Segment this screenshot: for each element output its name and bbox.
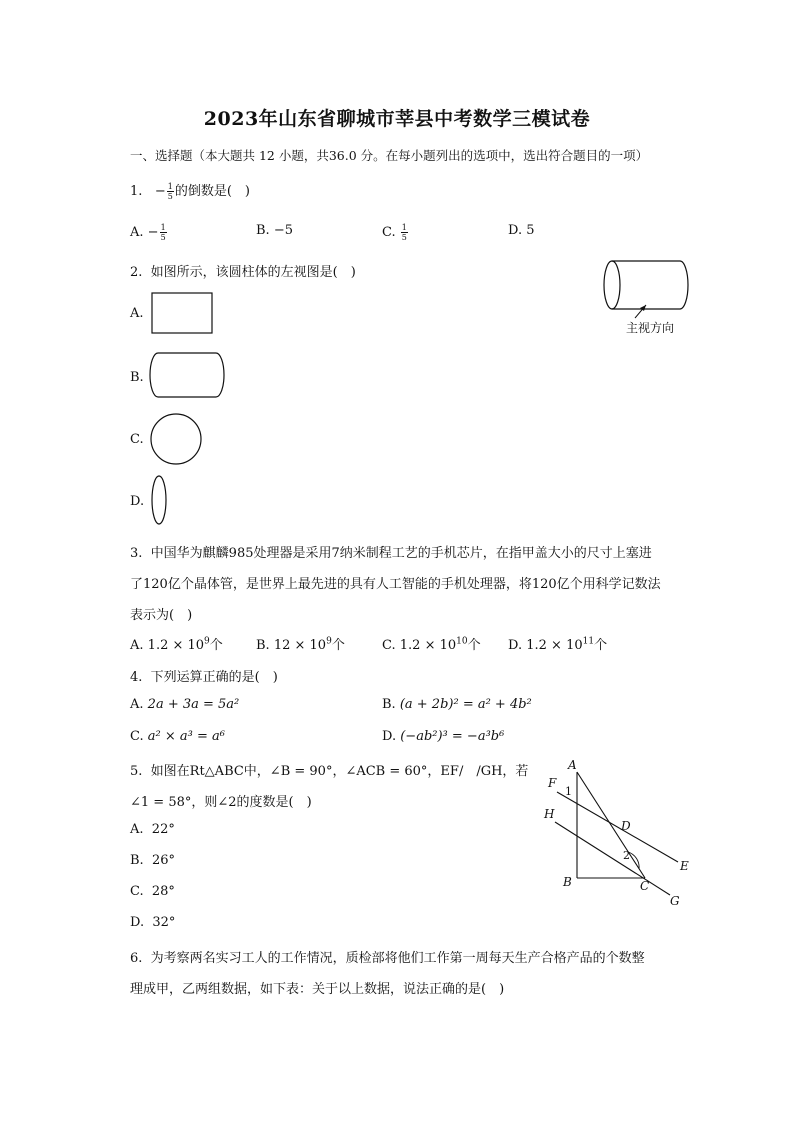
q3-option-a[interactable]: A. $1.2 \times 10^9$个 xyxy=(130,636,223,653)
q4-option-a[interactable]: A. 2a + 3a = 5a² xyxy=(130,697,240,712)
line-FE xyxy=(557,792,678,862)
question-text: 如图所示，该圆柱体的左视图是( ) xyxy=(150,265,356,280)
q2-option-d-label[interactable]: D. xyxy=(130,494,145,509)
figure-caption: 主视方向 xyxy=(626,321,675,335)
q4-option-d[interactable]: D. (−ab²)³ = −a³b⁶ xyxy=(382,729,505,744)
q3-option-c[interactable]: C. $1.2 \times 10^{10}$个 xyxy=(382,636,481,653)
question-text: 如图在Rt△ABC中，∠B = 90°，∠ACB = 60°，EF/ /GH，若 xyxy=(150,764,529,779)
q4-option-b[interactable]: B. (a + 2b)² = a² + 4b² xyxy=(382,697,532,712)
label-C: C xyxy=(640,879,650,893)
section-heading: 一、选择题（本大题共 12 小题，共36.0 分。在每小题列出的选项中，选出符合题目的一项） xyxy=(130,148,649,163)
line-HG xyxy=(555,822,670,895)
label-angle-2: 2 xyxy=(623,849,630,862)
question-text: 为考察两名实习工人的工作情况，质检部将他们工作第一周每天生产合格产品的个数整 xyxy=(150,951,645,966)
label-E: E xyxy=(680,859,689,873)
question-2 xyxy=(130,261,356,280)
q1-option-b[interactable]: B. −5 xyxy=(256,223,293,238)
question-6-line-2: 理成甲，乙两组数据，如下表：关于以上数据，说法正确的是( ) xyxy=(130,982,505,997)
q4-option-c[interactable]: C. a² × a³ = a⁶ xyxy=(130,729,225,744)
q3-option-b[interactable]: B. $12 \times 10^9$个 xyxy=(256,636,345,653)
q5-option-a[interactable]: A. 22° xyxy=(130,822,175,837)
cylinder-face xyxy=(604,261,620,309)
question-text: 的倒数是( ) xyxy=(174,184,250,199)
question-number: 4. xyxy=(130,670,143,685)
triangle-figure xyxy=(535,752,710,912)
question-number: 1. xyxy=(130,184,143,199)
question-text: 中国华为麒麟985处理器是采用7纳米制程工艺的手机芯片，在指甲盖大小的尺寸上塞进 xyxy=(150,546,652,561)
arrow-head xyxy=(640,305,646,311)
q2-option-d-ellipse[interactable] xyxy=(150,474,170,528)
label-B: B xyxy=(563,875,572,889)
cylinder-body xyxy=(612,261,688,309)
q2-option-a-label[interactable]: A. xyxy=(130,306,144,321)
q5-option-c[interactable]: C. 28° xyxy=(130,884,175,899)
page-title: 2023年山东省聊城市莘县中考数学三模试卷 xyxy=(203,108,591,130)
minus-sign: − xyxy=(154,184,166,199)
question-number: 2. xyxy=(130,265,143,280)
q2-option-c-circle[interactable] xyxy=(150,413,204,467)
question-5-line-2: ∠1 = 58°，则∠2的度数是( ) xyxy=(130,795,312,810)
question-6 xyxy=(130,947,645,966)
q5-option-b[interactable]: B. 26° xyxy=(130,853,175,868)
label-A: A xyxy=(568,758,577,772)
label-F: F xyxy=(548,776,557,790)
label-G: G xyxy=(670,894,680,908)
q5-option-d[interactable]: D. 32° xyxy=(130,915,176,930)
segment-AC xyxy=(577,772,645,878)
label-H: H xyxy=(544,807,555,821)
cylinder-figure xyxy=(600,256,700,341)
question-number: 6. xyxy=(130,951,143,966)
q2-option-c-label[interactable]: C. xyxy=(130,432,144,447)
q1-option-a[interactable]: A. − $\frac{1}{5}$ xyxy=(130,223,166,242)
question-1 xyxy=(130,180,250,201)
label-D: D xyxy=(621,819,631,833)
q2-option-b-shape[interactable] xyxy=(150,352,230,400)
question-number: 5. xyxy=(130,764,143,779)
q2-option-a-rectangle[interactable] xyxy=(151,292,215,336)
question-3-line-2: 了120亿个晶体管，是世界上最先进的具有人工智能的手机处理器，将120亿个用科学记数法 xyxy=(130,577,661,592)
question-3 xyxy=(130,542,652,561)
question-number: 3. xyxy=(130,546,143,561)
question-3-line-3: 表示为( ) xyxy=(130,608,193,623)
q1-option-c[interactable]: C. $\frac{1}{5}$ xyxy=(382,223,407,242)
fraction: $\frac{1}{5}$ xyxy=(167,182,173,201)
q2-option-b-label[interactable]: B. xyxy=(130,370,144,385)
question-4 xyxy=(130,666,278,685)
label-angle-1: 1 xyxy=(565,785,572,798)
question-5 xyxy=(130,760,528,779)
question-text: 下列运算正确的是( ) xyxy=(150,670,278,685)
q1-option-d[interactable]: D. 5 xyxy=(508,223,535,238)
q3-option-d[interactable]: D. $1.2 \times 10^{11}$个 xyxy=(508,636,608,653)
